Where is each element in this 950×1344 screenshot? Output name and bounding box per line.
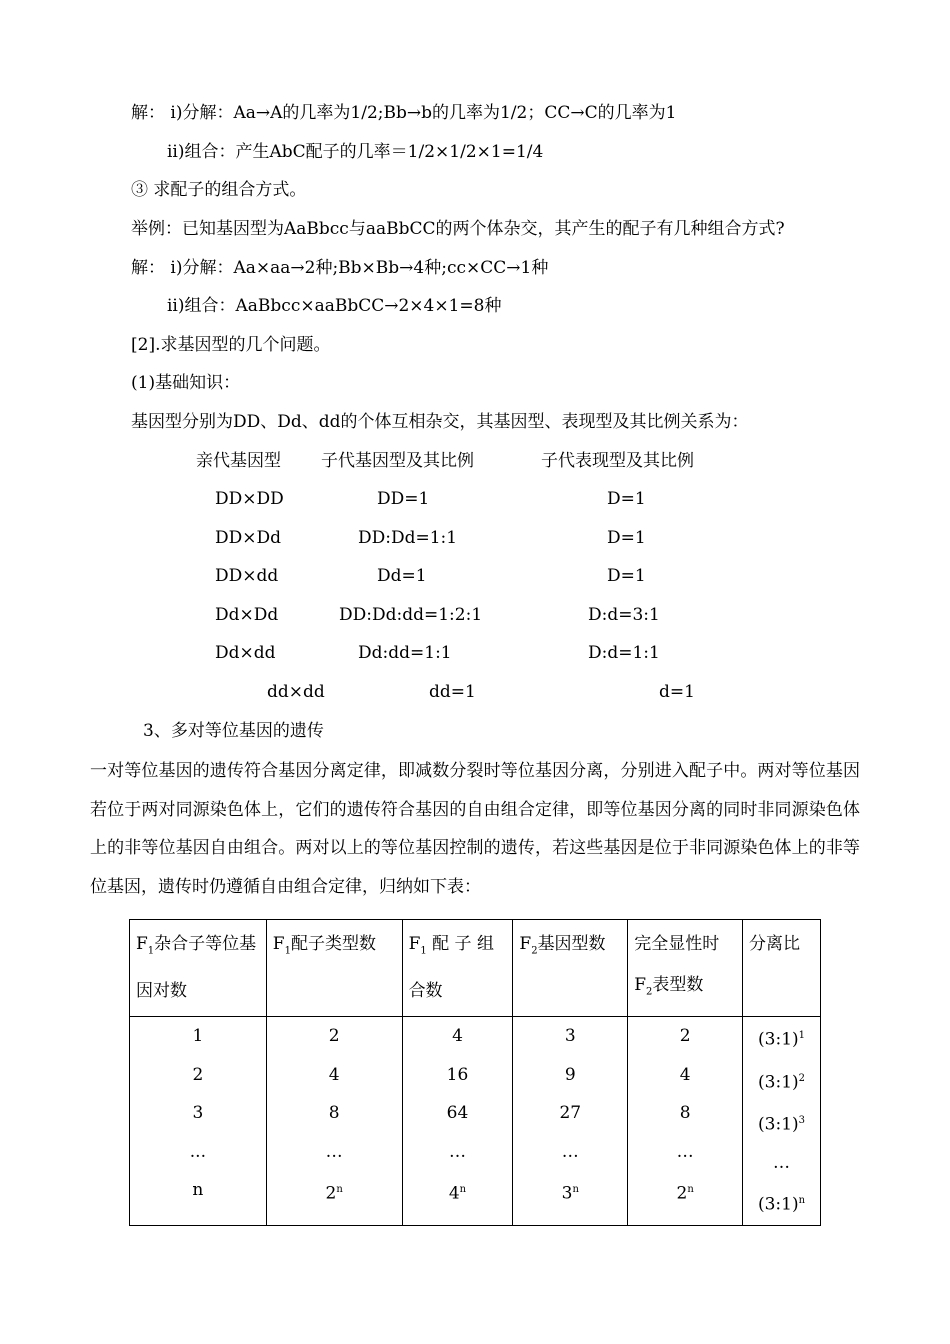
cross-genotype-6: dd=1 [429, 682, 476, 702]
cross-parent-3: DD×dd [215, 566, 279, 586]
header-gamete-types: $F_1$配子类型数 [266, 920, 402, 1017]
summary-table [129, 919, 821, 1226]
summary-body-row [130, 1017, 821, 1225]
summary-header-row [130, 920, 821, 1017]
cross-genotype-5: Dd:dd=1:1 [358, 643, 452, 663]
col-segregation-ratio: (3:1)$^1$ (3:1)$^2$ (3:1)$^3$ … (3:1)$^n$ [743, 1017, 821, 1225]
cross-parent-1: DD×DD [215, 489, 284, 509]
cross-genotype-1: DD=1 [377, 489, 430, 509]
subsection-heading: ③ 求配子的组合方式。 [131, 180, 307, 200]
cross-phenotype-4: D:d=3:1 [588, 605, 660, 625]
cross-phenotype-5: D:d=1:1 [588, 643, 660, 663]
solution-line-3: 解： i)分解：Aa×aa→2种;Bb×Bb→4种;cc×CC→1种 [131, 258, 549, 278]
cross-phenotype-1: D=1 [607, 489, 646, 509]
cross-genotype-2: DD:Dd=1:1 [358, 528, 458, 548]
section-heading-2: [2].求基因型的几个问题。 [131, 335, 331, 355]
cross-header-genotype: 子代基因型及其比例 [321, 451, 474, 471]
cross-parent-2: DD×Dd [215, 528, 282, 548]
col-phenotype-count: 2 4 8 … 2$^n$ [628, 1017, 743, 1225]
cross-header-parent: 亲代基因型 [196, 451, 281, 471]
intro-line: 基因型分别为DD、Dd、dd的个体互相杂交，其基因型、表现型及其比例关系为： [131, 412, 749, 432]
cross-parent-6: dd×dd [267, 682, 325, 702]
solution-line-2: ii)组合：产生AbC配子的几率＝1/2×1/2×1=1/4 [167, 142, 544, 162]
col-gamete-combinations: 4 16 64 … 4$^n$ [402, 1017, 513, 1225]
col-gamete-types: 2 4 8 … 2$^n$ [266, 1017, 402, 1225]
cross-parent-4: Dd×Dd [215, 605, 279, 625]
header-gamete-combinations: $F_1$ 配 子 组合数 [402, 920, 513, 1017]
basic-knowledge-heading: (1)基础知识： [131, 373, 241, 393]
solution-line-4: ii)组合：AaBbcc×aaBbCC→2×4×1=8种 [167, 296, 502, 316]
header-segregation-ratio: 分离比 [743, 920, 821, 1017]
header-heterozygous-pairs: $F_1$杂合子等位基因对数 [130, 920, 267, 1017]
col-pairs: 1 2 3 ... n [130, 1017, 267, 1225]
col-genotype-count: 3 9 27 … 3$^n$ [513, 1017, 628, 1225]
section-3-title: 3、多对等位基因的遗传 [143, 721, 324, 741]
example-line: 举例：已知基因型为AaBbcc与aaBbCC的两个体杂交，其产生的配子有几种组合方式? [131, 219, 785, 239]
section-3-paragraph: 一对等位基因的遗传符合基因分离定律，即减数分裂时等位基因分离，分别进入配子中。两对等位基因若位于两对同源染色体上，它们的遗传符合基因的自由组合定律，即等位基因分离的同时非同源染色体上的非等位基因自由组合。两对以上的等位基因控制的遗传，若这些基因是位于非同源染色体上的非等位基因，遗传时仍遵循自由组合定律，归纳如下表： [90, 761, 860, 897]
cross-genotype-4: DD:Dd:dd=1:2:1 [339, 605, 483, 625]
cross-phenotype-2: D=1 [607, 528, 646, 548]
cross-parent-5: Dd×dd [215, 643, 276, 663]
cross-phenotype-3: D=1 [607, 566, 646, 586]
cross-phenotype-6: d=1 [659, 682, 695, 702]
cross-header-phenotype: 子代表现型及其比例 [541, 451, 694, 471]
solution-line-1: 解： i)分解：Aa→A的几率为1/2;Bb→b的几率为1/2；CC→C的几率为1 [131, 103, 677, 123]
cross-genotype-3: Dd=1 [377, 566, 427, 586]
header-genotype-count: $F_2$基因型数 [513, 920, 628, 1017]
header-phenotype-count: 完全显性时$F_2$表型数 [628, 920, 743, 1017]
